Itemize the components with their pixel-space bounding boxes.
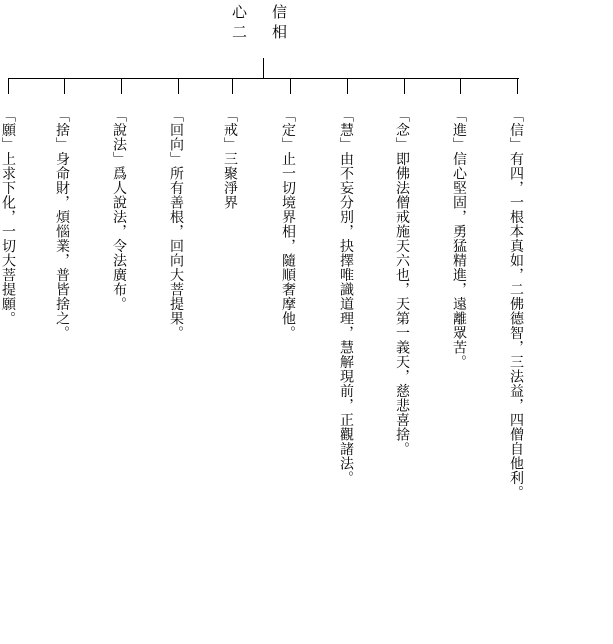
title-left-column: [232, 2, 248, 42]
tree-drop-line: [460, 78, 461, 94]
column-text: 身命財，煩惱業，普皆捨之。: [54, 151, 70, 340]
column-text: 即佛法僧戒施天六也，天第一義天，慈悲喜捨。: [394, 151, 410, 456]
title-char: 心: [232, 3, 249, 21]
column-term: 「定」: [280, 108, 296, 152]
tree-drop-line: [290, 78, 291, 94]
column-text: 所有善根，回向大菩提果。: [168, 166, 184, 340]
column-term: 「願」: [0, 108, 16, 152]
column-huixiang: [168, 108, 184, 340]
column-yuan: [0, 108, 16, 326]
tree-drop-line: [178, 78, 179, 94]
column-text: 信心堅固，勇猛精進，遠離眾苦。: [451, 151, 467, 369]
column-text: 止一切境界相，隨順奢摩他。: [280, 151, 296, 340]
title-char: 信: [272, 3, 289, 21]
column-text: 有四，一根本真如，二佛德智，三法益，四僧自他利。: [508, 151, 524, 500]
title-right-column: [272, 2, 288, 42]
column-term: 「念」: [394, 108, 410, 152]
column-term: 「信」: [508, 108, 524, 152]
tree-drop-line: [121, 78, 122, 94]
tree-stem: [263, 58, 264, 78]
column-text: 由不妄分別，抉擇唯識道理，慧解現前，正觀諸法。: [338, 151, 354, 485]
tree-drop-line: [232, 78, 233, 94]
column-nian: [394, 108, 410, 456]
column-term: 「回向」: [168, 108, 184, 166]
tree-drop-line: [8, 78, 9, 94]
column-term: 「說法」: [111, 108, 127, 166]
column-shuofa: [111, 108, 127, 311]
column-term: 「戒」: [222, 108, 238, 152]
column-jie: [222, 108, 238, 210]
column-she: [54, 108, 70, 340]
column-text: 上求下化，一切大菩提願。: [0, 151, 16, 326]
column-text: 三聚淨界: [222, 151, 238, 210]
tree-branch-line: [8, 78, 519, 79]
tree-drop-line: [517, 78, 518, 94]
column-term: 「捨」: [54, 108, 70, 152]
column-term: 「進」: [451, 108, 467, 152]
column-ding: [280, 108, 296, 340]
column-jin: [451, 108, 467, 369]
title-char: 相: [272, 23, 289, 41]
column-term: 「慧」: [338, 108, 354, 152]
column-hui: [338, 108, 354, 485]
title-char: 二: [232, 23, 249, 41]
tree-drop-line: [347, 78, 348, 94]
column-xin: [508, 108, 524, 500]
tree-drop-line: [404, 78, 405, 94]
column-text: 爲人說法，令法廣布。: [111, 166, 127, 311]
tree-drop-line: [64, 78, 65, 94]
